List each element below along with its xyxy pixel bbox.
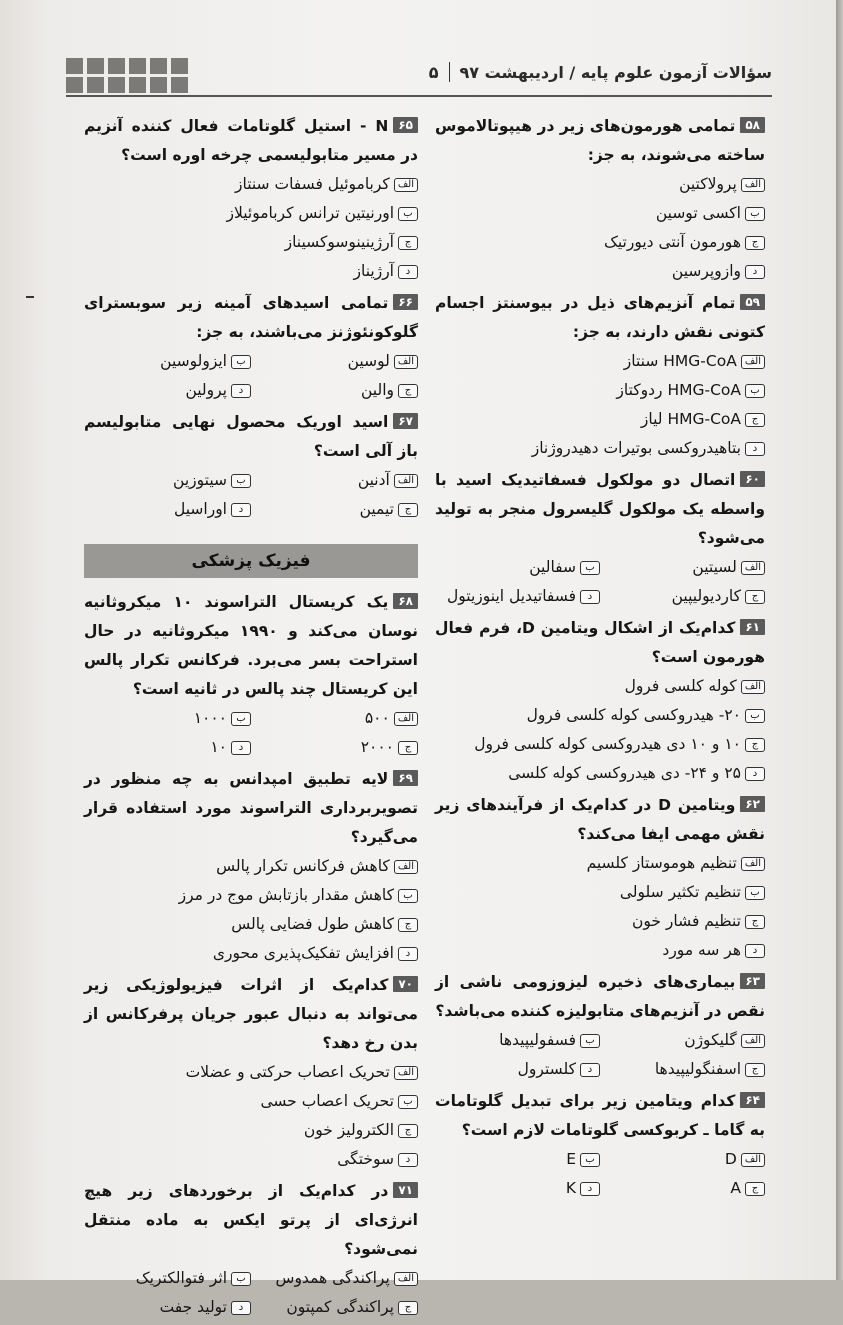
option-key: ب	[231, 355, 251, 369]
option-text: تنظیم فشار خون	[632, 912, 741, 930]
answer-option[interactable]	[600, 1145, 765, 1174]
option-text: ۱۰۰۰	[193, 709, 227, 727]
option-text: D	[724, 1150, 737, 1168]
option-text: کوله کلسی فرول	[624, 677, 737, 695]
option-text: فسفاتیدیل اینوزیتول	[447, 587, 576, 605]
question-number: ۵۸	[740, 117, 765, 133]
answer-option[interactable]	[435, 199, 765, 228]
answer-option[interactable]	[435, 730, 765, 759]
answer-option[interactable]	[84, 1264, 251, 1293]
question-stem	[435, 968, 765, 1026]
question	[435, 791, 765, 965]
answer-option[interactable]	[435, 405, 765, 434]
question-text: بیماری‌های ذخیره لیزوزومی ناشی از نقص در آنزیم‌های متابولیزه کننده می‌باشد؟	[435, 973, 765, 1020]
question-stem	[84, 289, 418, 347]
question	[435, 112, 765, 286]
page-number: ۵	[428, 62, 439, 82]
question	[84, 588, 418, 762]
option-text: A	[730, 1179, 741, 1197]
option-text: الکترولیز خون	[303, 1121, 394, 1139]
answer-option[interactable]	[251, 704, 418, 733]
answer-options	[435, 1026, 765, 1084]
answer-option[interactable]	[435, 257, 765, 286]
option-key: ب	[745, 709, 765, 723]
answer-option[interactable]	[84, 347, 251, 376]
option-key: د	[231, 741, 251, 755]
option-text: تنظیم تکثیر سلولی	[619, 883, 741, 901]
option-key: ج	[398, 384, 418, 398]
option-key: د	[745, 265, 765, 279]
answer-option[interactable]	[84, 1087, 418, 1116]
question-stem	[435, 791, 765, 849]
question-text: اسید اوریک محصول نهایی متابولیسم باز آلی است؟	[84, 413, 418, 460]
option-text: اثر فتوالکتریک	[135, 1269, 227, 1287]
option-key: ج	[398, 1124, 418, 1138]
physics-questions	[84, 588, 418, 1322]
answer-option[interactable]	[435, 878, 765, 907]
question-text: کدام‌یک از اثرات فیزیولوژیکی زیر می‌تواند به دنبال عبور جریان پرفرکانس از بدن رخ دهد؟	[84, 976, 418, 1052]
answer-option[interactable]	[84, 466, 251, 495]
answer-option[interactable]	[84, 704, 251, 733]
answer-option[interactable]	[84, 910, 418, 939]
question-stem	[435, 466, 765, 553]
answer-option[interactable]	[600, 553, 765, 582]
answer-options	[84, 466, 418, 524]
option-text: سفالین	[529, 558, 576, 576]
question-number: ۶۵	[393, 117, 418, 133]
answer-option[interactable]	[600, 1055, 765, 1084]
answer-options	[84, 1264, 418, 1322]
answer-option[interactable]	[435, 582, 600, 611]
option-key: ج	[745, 915, 765, 929]
option-text: تحریک اعصاب حسی	[260, 1092, 394, 1110]
option-text: اورنیتین ترانس کرباموئیلاز	[226, 204, 394, 222]
option-key: الف	[741, 1153, 765, 1167]
answer-option[interactable]	[84, 257, 418, 286]
option-text: HMG-CoA سنتاز	[623, 352, 737, 370]
option-key: د	[398, 947, 418, 961]
option-text: سوختگی	[337, 1150, 394, 1168]
question	[435, 289, 765, 463]
option-key: ب	[398, 889, 418, 903]
answer-option[interactable]	[435, 170, 765, 199]
answer-options	[84, 170, 418, 286]
answer-options	[435, 1145, 765, 1203]
answer-option[interactable]	[84, 881, 418, 910]
option-text: ۵۰۰	[364, 709, 390, 727]
question-text: ویتامین D در کدام‌یک از فرآیندهای زیر نقش مهمی ایفا می‌کند؟	[435, 796, 765, 843]
option-key: د	[231, 503, 251, 517]
question-stem	[435, 1087, 765, 1145]
option-key: ب	[745, 207, 765, 221]
option-text: پرولین	[185, 381, 227, 399]
option-text: ۲۰- هیدروکسی کوله کلسی فرول	[526, 706, 741, 724]
option-text: افزایش تفکیک‌پذیری محوری	[212, 944, 394, 962]
option-text: ۱۰	[210, 738, 227, 756]
option-key: الف	[394, 178, 418, 192]
header-title: سؤالات آزمون علوم پایه / اردیبهشت ۹۷	[459, 62, 772, 82]
question	[84, 408, 418, 524]
option-key: الف	[741, 355, 765, 369]
option-text: بتاهیدروکسی بوتیرات دهیدروژناز	[531, 439, 741, 457]
answer-option[interactable]	[84, 170, 418, 199]
option-text: پراکندگی کمپتون	[286, 1298, 394, 1316]
option-key: ب	[231, 712, 251, 726]
answer-option[interactable]	[84, 852, 418, 881]
answer-options	[435, 553, 765, 611]
answer-options	[435, 347, 765, 463]
option-key: ج	[398, 741, 418, 755]
option-text: اسفنگولیپیدها	[654, 1060, 741, 1078]
option-text: گلیکوژن	[684, 1031, 737, 1049]
question	[84, 765, 418, 968]
question-number: ۶۸	[393, 593, 418, 609]
question	[84, 1177, 418, 1322]
option-key: ب	[745, 886, 765, 900]
option-key: ج	[745, 413, 765, 427]
option-text: ۲۵ و ۲۴- دی هیدروکسی کوله کلسی	[508, 764, 741, 782]
answer-option[interactable]	[84, 1293, 251, 1322]
section-title: فیزیک پزشکی	[84, 544, 418, 578]
option-key: د	[231, 384, 251, 398]
question-text: کدام ویتامین زیر برای تبدیل گلوتامات به گاما ـ کربوکسی گلوتامات لازم است؟	[435, 1092, 765, 1139]
option-key: ب	[398, 207, 418, 221]
option-text: اکسی توسین	[655, 204, 741, 222]
answer-option[interactable]	[251, 495, 418, 524]
option-key: ج	[745, 738, 765, 752]
answer-option[interactable]	[251, 376, 418, 405]
answer-option[interactable]	[251, 1264, 418, 1293]
question-number: ۶۹	[393, 770, 418, 786]
question-text: لایه تطبیق امپدانس به چه منظور در تصویربرداری التراسوند مورد استفاده قرار می‌گیرد؟	[84, 770, 418, 846]
answer-option[interactable]	[84, 1116, 418, 1145]
option-text: ۱۰ و ۱۰ دی هیدروکسی کوله کلسی فرول	[474, 735, 741, 753]
option-text: والین	[361, 381, 394, 399]
option-text: هر سه مورد	[662, 941, 741, 959]
option-key: ج	[745, 236, 765, 250]
answer-option[interactable]	[435, 347, 765, 376]
question-text: اتصال دو مولکول فسفاتیدیک اسید با واسطه یک مولکول گلیسرول منجر به تولید می‌شود؟	[435, 471, 765, 547]
option-key: ب	[231, 1272, 251, 1286]
question-text: تمامی هورمون‌های زیر در هیپوتالاموس ساخته می‌شوند، به جز:	[435, 117, 765, 164]
page-edge	[836, 0, 843, 1280]
question-stem	[84, 1177, 418, 1264]
question-text: کدام‌یک از اشکال ویتامین D، فرم فعال هورمون است؟	[435, 619, 765, 666]
option-key: د	[231, 1301, 251, 1315]
answer-option[interactable]	[84, 495, 251, 524]
option-text: تحریک اعصاب حرکتی و عضلات	[185, 1063, 390, 1081]
option-text: K	[565, 1179, 576, 1197]
option-text: HMG-CoA ردوکتاز	[616, 381, 741, 399]
question-number: ۵۹	[740, 294, 765, 310]
answer-option[interactable]	[435, 228, 765, 257]
option-text: کاهش فرکانس تکرار پالس	[216, 857, 390, 875]
answer-options	[435, 672, 765, 788]
option-key: د	[580, 590, 600, 604]
answer-option[interactable]	[251, 1293, 418, 1322]
option-key: الف	[741, 680, 765, 694]
question-number: ۶۶	[393, 294, 418, 310]
option-key: ب	[580, 1153, 600, 1167]
option-key: د	[745, 944, 765, 958]
answer-option[interactable]	[435, 1055, 600, 1084]
option-text: تیمین	[359, 500, 394, 518]
question	[435, 466, 765, 611]
option-text: اوراسیل	[174, 500, 227, 518]
answer-option[interactable]	[435, 759, 765, 788]
question-stem	[84, 765, 418, 852]
answer-option[interactable]	[84, 1145, 418, 1174]
answer-options	[84, 852, 418, 968]
option-key: ب	[745, 384, 765, 398]
option-key: الف	[394, 1272, 418, 1286]
option-text: E	[566, 1150, 576, 1168]
header-separator	[449, 62, 450, 82]
answer-option[interactable]	[600, 582, 765, 611]
question-stem	[435, 289, 765, 347]
question-text: یک کریستال التراسوند ۱۰ میکروثانیه نوسان می‌کند و ۱۹۹۰ میکروثانیه در حال استراحت بسر می‌برد. فرکانس تکرار پالس این کریستال چند پالس در ثانیه است؟	[84, 593, 418, 698]
option-text: HMG-CoA لیاز	[640, 410, 741, 428]
answer-options	[84, 1058, 418, 1174]
option-text: فسفولیپیدها	[499, 1031, 576, 1049]
question-stem	[435, 614, 765, 672]
question-stem	[84, 588, 418, 704]
option-text: پراکندگی همدوس	[275, 1269, 390, 1287]
answer-option[interactable]	[435, 907, 765, 936]
option-text: کاهش مقدار بازتابش موج در مرز	[178, 886, 394, 904]
answer-option[interactable]	[435, 1174, 600, 1203]
question	[435, 968, 765, 1084]
answer-option[interactable]	[600, 1174, 765, 1203]
answer-option[interactable]	[435, 672, 765, 701]
answer-option[interactable]	[435, 376, 765, 405]
question-text: تمام آنزیم‌های ذیل در بیوسنتز اجسام کتونی نقش دارند، به جز:	[435, 294, 765, 341]
answer-option[interactable]	[84, 199, 418, 228]
biochem-questions	[84, 112, 418, 524]
option-text: سیتوزین	[173, 471, 227, 489]
option-key: ب	[580, 561, 600, 575]
option-text: هورمون آنتی دیورتیک	[603, 233, 741, 251]
answer-option[interactable]	[251, 733, 418, 762]
answer-option[interactable]	[251, 466, 418, 495]
question-text: N - استیل گلوتامات فعال کننده آنزیم در مسیر متابولیسمی چرخه اوره است؟	[84, 117, 418, 164]
option-text: لوسین	[347, 352, 390, 370]
answer-option[interactable]	[84, 1058, 418, 1087]
answer-option[interactable]	[84, 376, 251, 405]
option-key: ج	[745, 1063, 765, 1077]
question-number: ۶۳	[740, 973, 765, 989]
option-key: الف	[394, 474, 418, 488]
option-key: ج	[398, 503, 418, 517]
question-number: ۶۲	[740, 796, 765, 812]
option-key: الف	[394, 860, 418, 874]
option-text: تنظیم هوموستاز کلسیم	[586, 854, 737, 872]
question	[84, 971, 418, 1174]
question-stem	[84, 971, 418, 1058]
answer-option[interactable]	[435, 936, 765, 965]
question-text: در کدام‌یک از برخوردهای زیر هیچ انرژی‌ای از پرتو ایکس به ماده منتقل نمی‌شود؟	[84, 1182, 418, 1258]
header-decoration	[66, 77, 188, 93]
option-key: ج	[398, 236, 418, 250]
option-key: د	[580, 1182, 600, 1196]
option-key: د	[580, 1063, 600, 1077]
answer-options	[435, 170, 765, 286]
answer-option[interactable]	[84, 228, 418, 257]
question-stem	[84, 112, 418, 170]
answer-option[interactable]	[84, 939, 418, 968]
margin-mark	[26, 296, 34, 298]
option-text: کرباموئیل فسفات سنتاز	[235, 175, 390, 193]
option-text: ایزولوسین	[160, 352, 227, 370]
option-key: ب	[580, 1034, 600, 1048]
option-key: الف	[741, 178, 765, 192]
option-key: الف	[394, 1066, 418, 1080]
option-key: ج	[398, 918, 418, 932]
answer-option[interactable]	[435, 1026, 600, 1055]
answer-option[interactable]	[251, 347, 418, 376]
option-text: کاردیولیپین	[671, 587, 741, 605]
answer-option[interactable]	[435, 434, 765, 463]
option-key: د	[745, 767, 765, 781]
question-number: ۶۷	[393, 413, 418, 429]
answer-option[interactable]	[84, 733, 251, 762]
option-key: الف	[394, 712, 418, 726]
answer-options	[84, 704, 418, 762]
option-key: ج	[398, 1301, 418, 1315]
header-rule	[66, 95, 772, 97]
header-text	[429, 62, 772, 82]
option-key: الف	[394, 355, 418, 369]
option-key: الف	[741, 1034, 765, 1048]
question-stem	[84, 408, 418, 466]
option-key: الف	[741, 561, 765, 575]
option-text: پرولاکتین	[679, 175, 737, 193]
option-text: آرژیناز	[353, 262, 394, 280]
page-header	[66, 58, 772, 92]
option-text: لسیتین	[692, 558, 737, 576]
option-text: ۲۰۰۰	[360, 738, 394, 756]
question	[435, 1087, 765, 1203]
answer-option[interactable]	[435, 701, 765, 730]
option-key: د	[398, 1153, 418, 1167]
question	[84, 112, 418, 286]
answer-option[interactable]	[600, 1026, 765, 1055]
question-number: ۷۰	[393, 976, 418, 992]
option-text: آدنین	[357, 471, 390, 489]
option-text: وازوپرسین	[671, 262, 741, 280]
answer-option[interactable]	[435, 1145, 600, 1174]
option-text: کاهش طول فضایی پالس	[231, 915, 394, 933]
question-number: ۷۱	[393, 1182, 418, 1198]
question-number: ۶۰	[740, 471, 765, 487]
question	[84, 289, 418, 405]
answer-option[interactable]	[435, 849, 765, 878]
option-key: ب	[398, 1095, 418, 1109]
answer-option[interactable]	[435, 553, 600, 582]
question-stem	[435, 112, 765, 170]
question-number: ۶۴	[740, 1092, 765, 1108]
option-key: ج	[745, 1182, 765, 1196]
option-text: کلسترول	[517, 1060, 576, 1078]
answer-options	[84, 347, 418, 405]
question-number: ۶۱	[740, 619, 765, 635]
answer-options	[435, 849, 765, 965]
option-key: الف	[741, 857, 765, 871]
option-key: ب	[231, 474, 251, 488]
option-key: د	[745, 442, 765, 456]
left-column	[84, 112, 418, 1325]
option-text: تولید جفت	[159, 1298, 227, 1316]
question-text: تمامی اسیدهای آمینه زیر سوبسترای گلوکونئوژنز می‌باشند، به جز:	[84, 294, 418, 341]
option-text: آرژینینوسوکسیناز	[284, 233, 394, 251]
question	[435, 614, 765, 788]
right-column	[435, 112, 765, 1206]
option-key: د	[398, 265, 418, 279]
option-key: ج	[745, 590, 765, 604]
header-decoration	[66, 58, 188, 74]
